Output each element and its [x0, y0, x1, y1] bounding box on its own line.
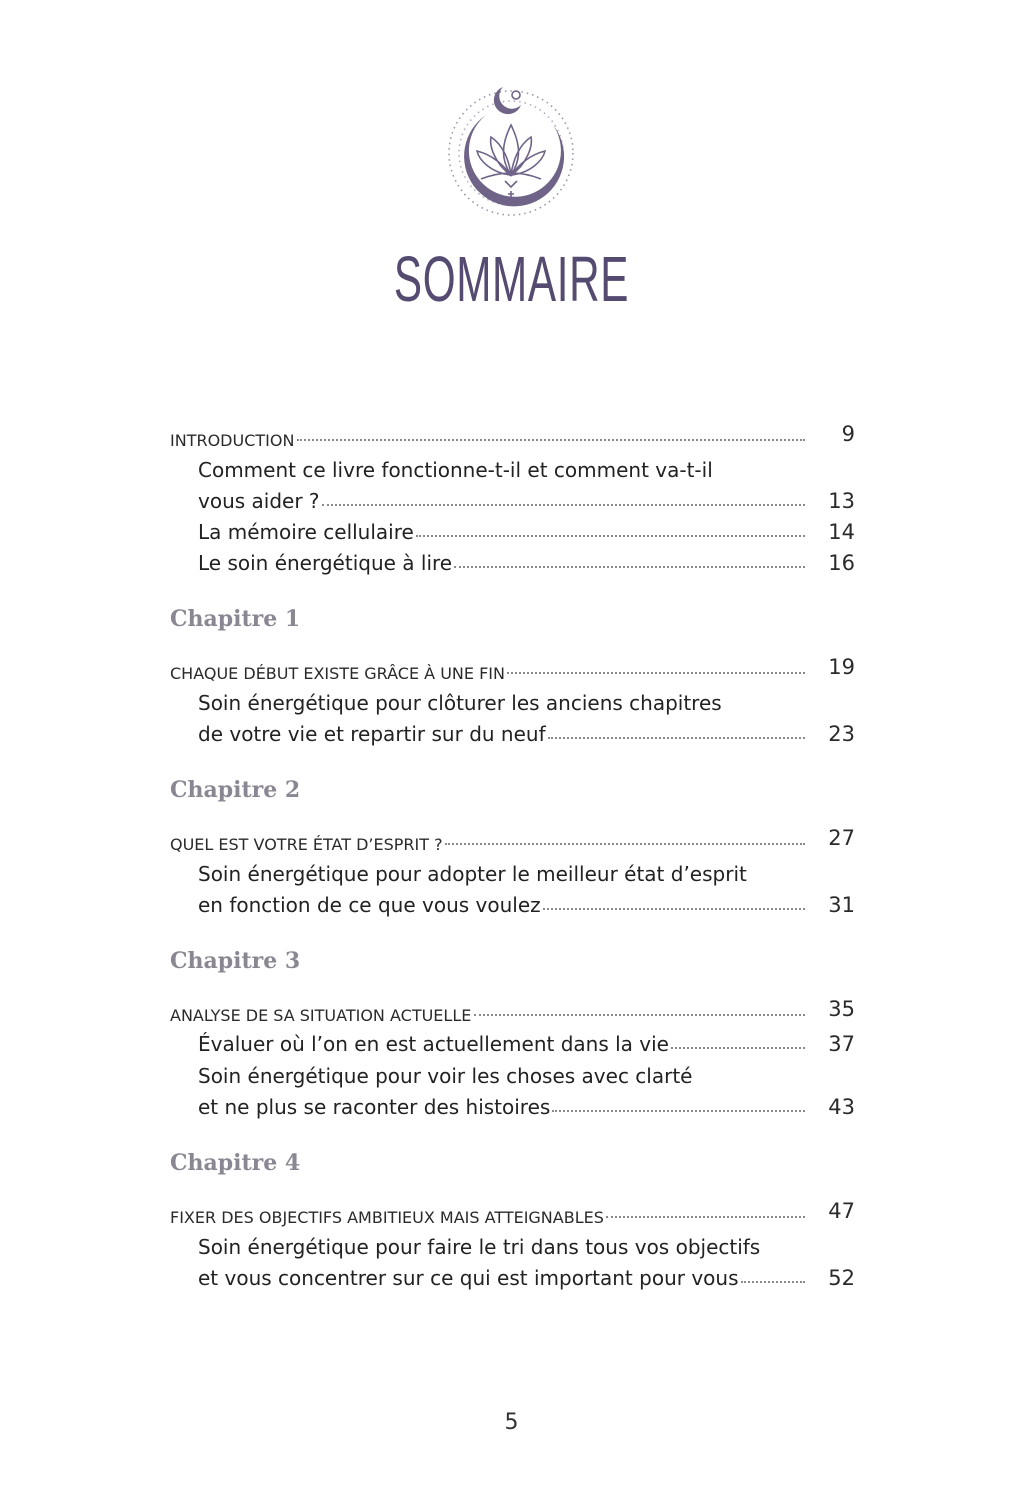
toc-item[interactable]	[170, 1259, 855, 1290]
toc-item-line[interactable]: Soin énergétique pour clôturer les anciens chapitres	[198, 691, 722, 715]
toc-item[interactable]	[170, 513, 855, 544]
toc-item-line[interactable]: Comment ce livre fonctionne-t-il et comment va-t-il	[198, 458, 713, 482]
toc-item-text: de votre vie et repartir sur du neuf	[198, 722, 546, 746]
dot-leader	[548, 737, 805, 739]
toc-item-line[interactable]: Soin énergétique pour adopter le meilleur état d’esprit	[198, 862, 747, 886]
dot-leader	[552, 1110, 805, 1112]
chapter-label: Chapitre 2	[170, 777, 301, 803]
page-ref: 13	[828, 489, 855, 513]
toc-heading-introduction[interactable]	[170, 400, 855, 450]
page-ref: 19	[828, 655, 855, 679]
dot-leader	[474, 1014, 805, 1016]
dot-leader	[416, 535, 805, 537]
table-of-contents	[170, 400, 855, 1290]
page-ref: 31	[828, 893, 855, 917]
toc-heading-chapter-2[interactable]	[170, 804, 855, 854]
page-ref: 47	[828, 1199, 855, 1223]
chapter-label: Chapitre 1	[170, 606, 301, 632]
chapter-label: Chapitre 4	[170, 1150, 301, 1176]
toc-item-line[interactable]: Soin énergétique pour voir les choses avec clarté	[198, 1064, 693, 1088]
dot-leader	[741, 1281, 806, 1283]
toc-item-text: en fonction de ce que vous voulez	[198, 893, 541, 917]
page-ref: 35	[828, 997, 855, 1021]
dot-leader	[543, 908, 805, 910]
dot-leader	[507, 672, 805, 674]
toc-item-text: vous aider ?	[198, 489, 320, 513]
page-ref: 27	[828, 826, 855, 850]
toc-heading-chapter-1[interactable]	[170, 633, 855, 683]
toc-heading-chapter-4[interactable]	[170, 1177, 855, 1227]
heading-text: FIXER DES OBJECTIFS AMBITIEUX MAIS ATTEIGNABLES	[170, 1208, 604, 1227]
heading-text: QUEL EST VOTRE ÉTAT D’ESPRIT ?	[170, 835, 443, 854]
heading-text: INTRODUCTION	[170, 431, 295, 450]
dot-leader	[322, 504, 805, 506]
page-ref: 37	[828, 1032, 855, 1056]
page-ref: 52	[828, 1266, 855, 1290]
toc-item[interactable]	[170, 544, 855, 575]
page-title: SOMMAIRE	[393, 243, 630, 315]
chapter-label: Chapitre 3	[170, 948, 301, 974]
toc-item-text: et ne plus se raconter des histoires	[198, 1095, 551, 1119]
toc-item[interactable]	[170, 1025, 855, 1056]
page-number: 5	[504, 1410, 519, 1435]
page-ref: 14	[828, 520, 855, 544]
toc-item-text: et vous concentrer sur ce qui est important pour vous	[198, 1266, 739, 1290]
dot-leader	[671, 1047, 805, 1049]
toc-item[interactable]	[170, 715, 855, 746]
page-ref: 9	[841, 422, 855, 446]
dot-leader	[297, 439, 805, 441]
dot-leader	[606, 1216, 805, 1218]
lotus-moon-emblem-icon	[441, 75, 581, 220]
page-ref: 16	[828, 551, 855, 575]
heading-text: CHAQUE DÉBUT EXISTE GRÂCE À UNE FIN	[170, 664, 505, 683]
heading-text: ANALYSE DE SA SITUATION ACTUELLE	[170, 1006, 472, 1025]
toc-item[interactable]	[170, 886, 855, 917]
page-ref: 23	[828, 722, 855, 746]
dot-leader	[445, 843, 805, 845]
dot-leader	[454, 566, 805, 568]
page-ref: 43	[828, 1095, 855, 1119]
toc-item-text: Évaluer où l’on en est actuellement dans la vie	[198, 1032, 669, 1056]
toc-heading-chapter-3[interactable]	[170, 975, 855, 1025]
toc-item-text: Le soin énergétique à lire	[198, 551, 453, 575]
toc-item[interactable]	[170, 482, 855, 513]
toc-item-line[interactable]: Soin énergétique pour faire le tri dans tous vos objectifs	[198, 1235, 761, 1259]
toc-item-text: La mémoire cellulaire	[198, 520, 414, 544]
toc-item[interactable]	[170, 1088, 855, 1119]
